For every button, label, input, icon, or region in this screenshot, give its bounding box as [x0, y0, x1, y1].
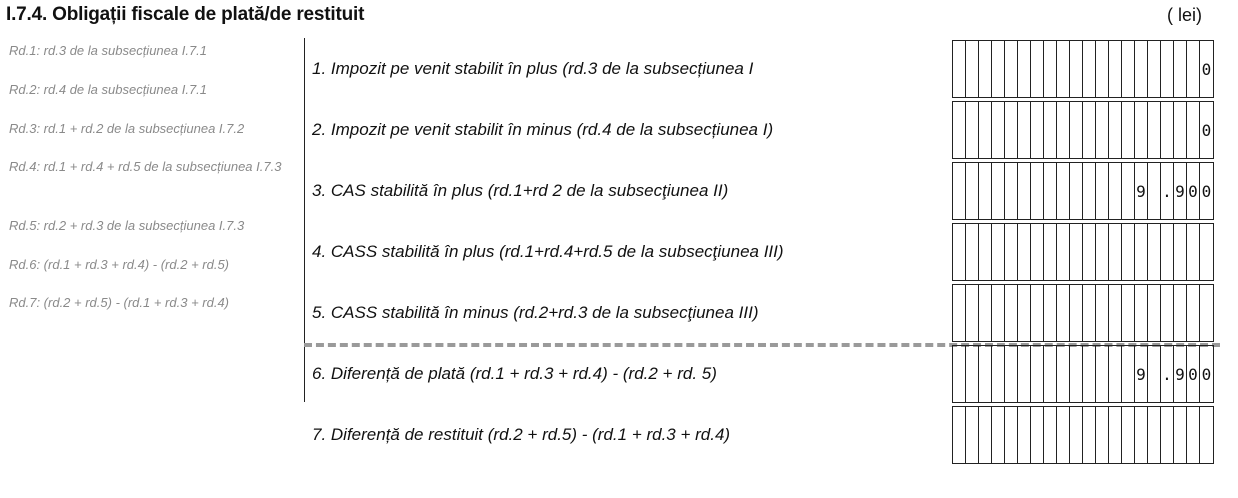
form-row — [0, 345, 1238, 403]
digit-cell — [953, 163, 966, 219]
digit-cell — [1005, 163, 1018, 219]
digit-cell — [992, 285, 1005, 341]
row-label: 2. Impozit pe venit stabilit în minus (rd.4 de la subsecțiunea I) — [312, 120, 774, 139]
digit-cell — [1083, 285, 1096, 341]
digit-cell — [1070, 224, 1083, 280]
digit-cell — [1070, 163, 1083, 219]
digit-cell — [1109, 102, 1122, 158]
digit-cell — [1174, 102, 1187, 158]
digit-cell — [1057, 102, 1070, 158]
row-label: 5. CASS stabilită în minus (rd.2+rd.3 de la subsecţiunea III) — [312, 303, 759, 322]
form-row — [0, 284, 1238, 342]
digit-cell — [1057, 346, 1070, 402]
amount-field[interactable] — [952, 223, 1214, 281]
digit-cell — [1200, 285, 1213, 341]
digit-cell — [992, 346, 1005, 402]
digit-cell — [979, 102, 992, 158]
digit-cell — [992, 102, 1005, 158]
digit-cell: 0 — [1187, 346, 1200, 402]
digit-cell — [1096, 224, 1109, 280]
digit-cell — [1161, 102, 1174, 158]
form-row — [0, 40, 1238, 98]
digit-cell — [1057, 163, 1070, 219]
digit-cell — [1122, 163, 1135, 219]
digit-cell — [979, 285, 992, 341]
digit-cell — [1148, 407, 1161, 463]
reference-note: Rd.5: rd.2 + rd.3 de la subsecțiunea I.7.3 — [9, 218, 245, 233]
digit-cell — [1096, 102, 1109, 158]
digit-cell — [1187, 102, 1200, 158]
digit-cell — [1057, 224, 1070, 280]
reference-note: Rd.4: rd.1 + rd.4 + rd.5 de la subsecțiunea I.7.3 — [9, 159, 282, 174]
amount-field[interactable] — [952, 284, 1214, 342]
digit-cell — [1005, 285, 1018, 341]
digit-cell — [1109, 285, 1122, 341]
digit-cell — [953, 285, 966, 341]
digit-cell — [953, 407, 966, 463]
row-label: 3. CAS stabilită în plus (rd.1+rd 2 de la subsecţiunea II) — [312, 181, 729, 200]
digit-cell — [953, 102, 966, 158]
digit-cell — [1135, 285, 1148, 341]
amount-field[interactable] — [952, 406, 1214, 464]
digit-cell — [1070, 407, 1083, 463]
digit-cell — [1187, 41, 1200, 97]
digit-cell — [1135, 41, 1148, 97]
digit-cell: 0 — [1201, 181, 1212, 201]
digit-cell — [1070, 346, 1083, 402]
digit-cell — [1083, 102, 1096, 158]
section-title: I.7.4. Obligații fiscale de plată/de restituit — [6, 4, 365, 25]
digit-cell — [1031, 407, 1044, 463]
digit-cell — [1122, 407, 1135, 463]
digit-cell — [1070, 285, 1083, 341]
form-row — [0, 162, 1238, 220]
digit-cell — [1109, 41, 1122, 97]
digit-cell — [1031, 285, 1044, 341]
digit-cell — [1200, 407, 1213, 463]
digit-cell — [1122, 346, 1135, 402]
digit-cell — [1122, 41, 1135, 97]
digit-cell — [1161, 285, 1174, 341]
digit-cell — [1044, 163, 1057, 219]
amount-field[interactable] — [952, 40, 1214, 98]
digit-cell — [992, 407, 1005, 463]
digit-cell — [1005, 346, 1018, 402]
digit-cell — [1096, 407, 1109, 463]
digit-cell — [1018, 102, 1031, 158]
digit-cell — [1083, 41, 1096, 97]
digit-cell — [966, 346, 979, 402]
digit-cell — [1148, 163, 1161, 219]
digit-cell — [1161, 41, 1174, 97]
digit-cell — [1109, 224, 1122, 280]
digit-cell — [1148, 285, 1161, 341]
digit-cell — [1122, 224, 1135, 280]
row-label: 4. CASS stabilită în plus (rd.1+rd.4+rd.5 de la subsecţiunea III) — [312, 242, 784, 261]
digit-cell — [1057, 285, 1070, 341]
digit-cell — [1018, 41, 1031, 97]
digit-cell — [1135, 102, 1148, 158]
digit-cell: . — [1161, 346, 1174, 402]
digit-cell — [1070, 102, 1083, 158]
digit-cell — [953, 346, 966, 402]
digit-cell — [1018, 407, 1031, 463]
digit-cell — [1109, 407, 1122, 463]
digit-cell — [979, 163, 992, 219]
digit-cell — [1031, 41, 1044, 97]
digit-cell — [1096, 163, 1109, 219]
digit-cell — [1174, 224, 1187, 280]
digit-cell — [966, 163, 979, 219]
digit-cell — [992, 163, 1005, 219]
digit-cell — [966, 224, 979, 280]
digit-cell — [1057, 41, 1070, 97]
digit-cell — [1109, 346, 1122, 402]
digit-cell — [1200, 224, 1213, 280]
digit-cell — [1096, 41, 1109, 97]
digit-cell — [979, 41, 992, 97]
digit-cell — [1135, 224, 1148, 280]
digit-cell — [1018, 224, 1031, 280]
digit-cell: 9 — [1135, 163, 1148, 219]
digit-cell — [1005, 102, 1018, 158]
digit-cell — [1161, 407, 1174, 463]
row-label: 6. Diferență de plată (rd.1 + rd.3 + rd.4) - (rd.2 + rd. 5) — [312, 364, 717, 383]
digit-cell — [1187, 407, 1200, 463]
digit-cell — [1161, 224, 1174, 280]
digit-cell — [966, 407, 979, 463]
digit-cell — [1174, 41, 1187, 97]
digit-cell: 9 — [1174, 346, 1187, 402]
digit-cell — [1057, 407, 1070, 463]
digit-cell — [1018, 163, 1031, 219]
row-label: 1. Impozit pe venit stabilit în plus (rd.3 de la subsecțiunea I — [312, 59, 754, 78]
digit-cell — [1031, 346, 1044, 402]
digit-cell — [1083, 163, 1096, 219]
reference-note: Rd.2: rd.4 de la subsecțiunea I.7.1 — [9, 82, 208, 97]
digit-cell — [979, 407, 992, 463]
form-row — [0, 406, 1238, 464]
digit-cell: 0 — [1201, 59, 1212, 79]
digit-cell — [1148, 41, 1161, 97]
digit-cell — [1096, 285, 1109, 341]
digit-cell: 0 — [1201, 120, 1212, 140]
digit-cell — [1044, 102, 1057, 158]
digit-cell: 9 — [1174, 163, 1187, 219]
digit-cell — [979, 346, 992, 402]
currency-unit: ( lei) — [1167, 5, 1202, 25]
digit-cell — [1005, 407, 1018, 463]
digit-cell — [1187, 224, 1200, 280]
digit-cell — [1031, 102, 1044, 158]
digit-cell — [979, 224, 992, 280]
digit-cell — [992, 224, 1005, 280]
digit-cell — [966, 41, 979, 97]
digit-cell — [1018, 346, 1031, 402]
digit-cell — [1122, 285, 1135, 341]
digit-cell — [1083, 407, 1096, 463]
digit-cell — [1044, 407, 1057, 463]
digit-cell — [1044, 285, 1057, 341]
digit-cell: 0 — [1201, 364, 1212, 384]
reference-note: Rd.3: rd.1 + rd.2 de la subsecțiunea I.7.2 — [9, 121, 245, 136]
digit-cell — [1174, 407, 1187, 463]
amount-field[interactable] — [952, 162, 1214, 220]
digit-cell — [966, 102, 979, 158]
digit-cell — [1122, 102, 1135, 158]
digit-cell — [1187, 285, 1200, 341]
reference-note: Rd.7: (rd.2 + rd.5) - (rd.1 + rd.3 + rd.4) — [9, 295, 230, 310]
digit-cell — [1018, 285, 1031, 341]
digit-cell — [1005, 41, 1018, 97]
digit-cell — [1148, 224, 1161, 280]
digit-cell — [953, 41, 966, 97]
digit-cell — [1083, 224, 1096, 280]
reference-note: Rd.1: rd.3 de la subsecțiunea I.7.1 — [9, 43, 208, 58]
digit-cell — [1109, 163, 1122, 219]
digit-cell — [1044, 346, 1057, 402]
digit-cell: 9 — [1135, 346, 1148, 402]
reference-note: Rd.6: (rd.1 + rd.3 + rd.4) - (rd.2 + rd.5) — [9, 257, 230, 272]
digit-cell — [1044, 224, 1057, 280]
digit-cell: 0 — [1187, 163, 1200, 219]
digit-cell — [1148, 102, 1161, 158]
digit-cell — [1083, 346, 1096, 402]
row-label: 7. Diferență de restituit (rd.2 + rd.5) - (rd.1 + rd.3 + rd.4) — [312, 425, 731, 444]
amount-field[interactable] — [952, 345, 1214, 403]
digit-cell — [953, 224, 966, 280]
digit-cell — [1174, 285, 1187, 341]
digit-cell — [1044, 41, 1057, 97]
form-row — [0, 223, 1238, 281]
digit-cell — [1135, 407, 1148, 463]
digit-cell — [992, 41, 1005, 97]
digit-cell — [1148, 346, 1161, 402]
amount-field[interactable] — [952, 101, 1214, 159]
digit-cell — [1005, 224, 1018, 280]
digit-cell — [1070, 41, 1083, 97]
digit-cell — [1096, 346, 1109, 402]
digit-cell — [1031, 163, 1044, 219]
form-row — [0, 101, 1238, 159]
digit-cell: . — [1161, 163, 1174, 219]
digit-cell — [1031, 224, 1044, 280]
digit-cell — [966, 285, 979, 341]
